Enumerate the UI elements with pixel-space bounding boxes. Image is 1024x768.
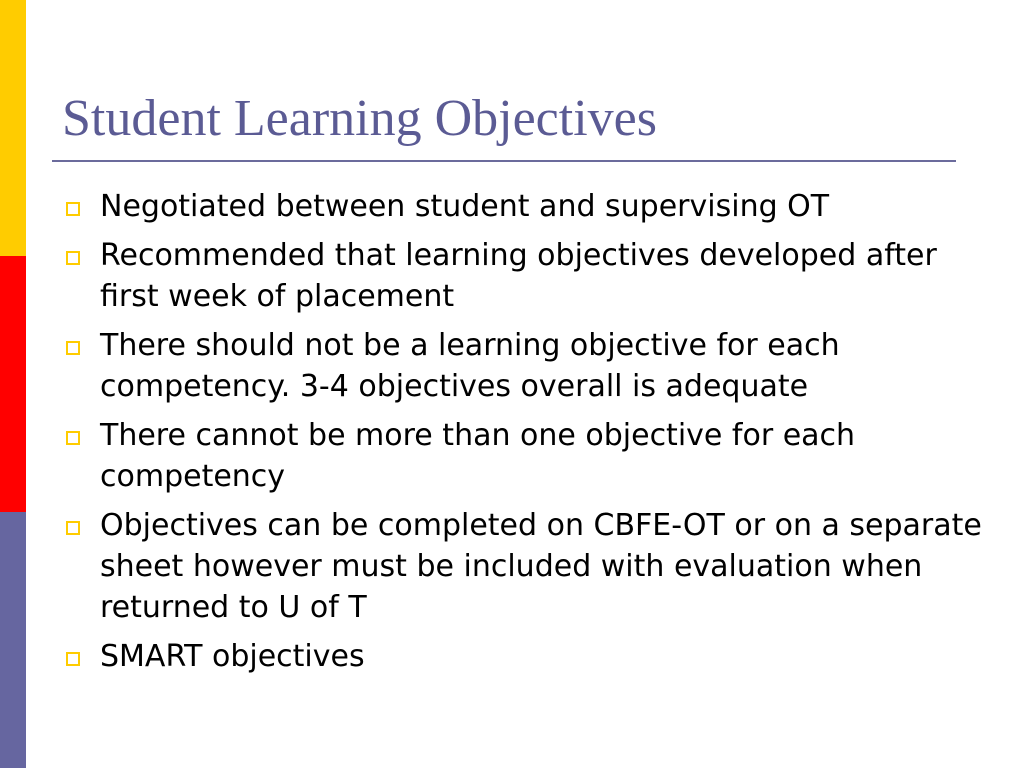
square-bullet-icon — [66, 251, 80, 265]
slide-title: Student Learning Objectives — [62, 90, 657, 147]
title-divider — [52, 160, 956, 162]
bullet-text: There cannot be more than one objective for each competency — [100, 418, 856, 494]
accent-stripe-blue — [0, 512, 26, 768]
accent-stripe-red — [0, 256, 26, 512]
bullet-text: SMART objectives — [100, 639, 365, 674]
bullet-list — [62, 186, 992, 685]
accent-stripe-yellow — [0, 0, 26, 256]
square-bullet-icon — [66, 341, 80, 355]
square-bullet-icon — [66, 431, 80, 445]
square-bullet-icon — [66, 521, 80, 535]
square-bullet-icon — [66, 652, 80, 666]
bullet-text: Negotiated between student and supervising OT — [100, 189, 830, 224]
bullet-item — [62, 325, 992, 407]
bullet-item — [62, 415, 992, 497]
bullet-item — [62, 636, 992, 677]
bullet-text: There should not be a learning objective for each competency. 3-4 objectives overall is adequate — [100, 328, 840, 404]
bullet-item — [62, 505, 992, 628]
square-bullet-icon — [66, 202, 80, 216]
bullet-text: Objectives can be completed on CBFE-OT or on a separate sheet however must be included with evaluation when returned to U of T — [100, 508, 982, 625]
bullet-text: Recommended that learning objectives developed after first week of placement — [100, 238, 937, 314]
bullet-item — [62, 186, 992, 227]
bullet-item — [62, 235, 992, 317]
